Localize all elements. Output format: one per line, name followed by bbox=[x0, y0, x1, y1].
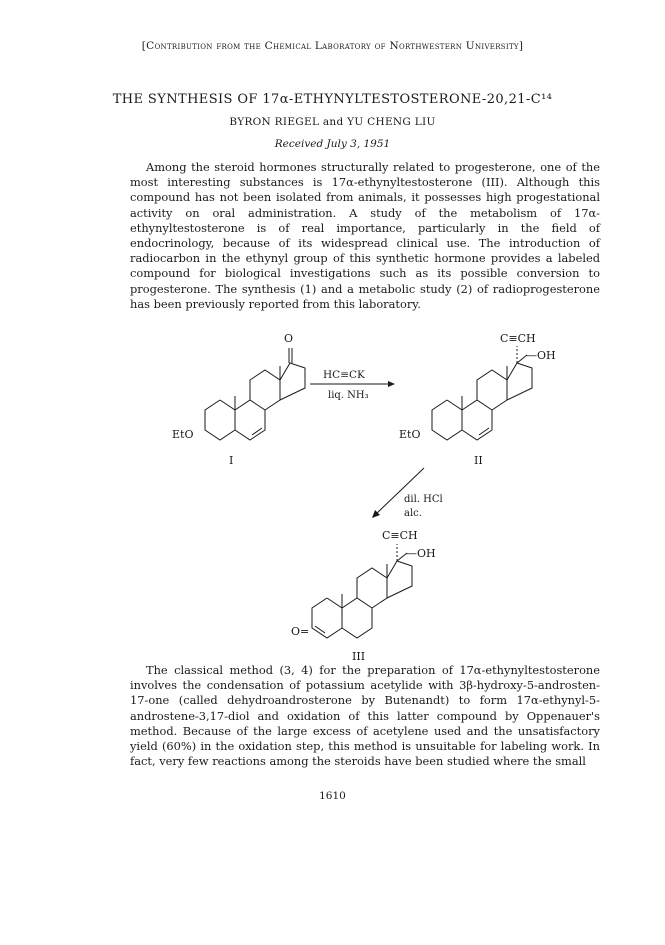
compound-III-structure bbox=[312, 544, 412, 638]
method-paragraph-text: The classical method (3, 4) for the preparation of 17α-ethynyltestosterone involves the condensation of potassium acetylide with 3β-hydroxy-5-androsten-17-one (called dehydroandrosterone by Butenandt) to form 17α-ethynyl-5-androstene-3,17-diol and oxidation of this latter compound by Oppenauer's method. Because of the large excess of acetylene used and the unsatisfactory yield (60%) in the oxidation step, this method is unsuitable for labeling work. In fact, very few reactions among the steroids have been studied where the small bbox=[130, 663, 600, 769]
compound-III-label: III bbox=[352, 650, 366, 663]
step2-reagent: dil. HCl bbox=[404, 494, 443, 505]
step2-conditions: alc. bbox=[404, 508, 422, 519]
compound-II-label: II bbox=[474, 454, 483, 467]
intro-paragraph bbox=[130, 160, 600, 312]
compound-I-label: I bbox=[229, 454, 234, 467]
step1-conditions: liq. NH₃ bbox=[328, 390, 369, 401]
method-paragraph bbox=[130, 663, 600, 769]
intro-paragraph-text: Among the steroid hormones structurally related to progesterone, one of the most interesting substances is 17α-ethynyltestosterone (III). Although this compound has not been isolated from animals, it possesses high progestational activity on oral administration. A study of the metabolism of 17α-ethynyltestosterone is of real importance, particularly in the field of endocrinology, because of its widespread clinical use. The introduction of radiocarbon in the ethynyl group of this synthetic hormone provides a labeled compound for biological investigations such as its possible conversion to progesterone. The synthesis (1) and a metabolic study (2) of radioprogesterone has been previously reported from this laboratory. bbox=[130, 160, 600, 311]
compound-III-keto: O= bbox=[291, 625, 310, 638]
received-date: Received July 3, 1951 bbox=[274, 138, 391, 150]
compound-I-ring-a bbox=[205, 400, 235, 440]
compound-II-ethoxy: EtO bbox=[399, 428, 421, 441]
compound-I-ring-b bbox=[235, 400, 265, 440]
compound-II-ethynyl: C≡CH bbox=[500, 332, 536, 345]
compound-I-structure bbox=[205, 348, 305, 440]
compound-III-hydroxyl: —OH bbox=[406, 547, 436, 560]
compound-I-ring-d bbox=[280, 363, 305, 400]
reaction-scheme bbox=[0, 318, 665, 663]
compound-I-ring-c bbox=[250, 370, 280, 410]
step1-reagent: HC≡CK bbox=[323, 369, 365, 381]
compound-I-double-bond bbox=[252, 428, 262, 435]
reaction-arrow-1-head bbox=[388, 381, 395, 387]
compound-I-ethoxy: EtO bbox=[172, 428, 194, 441]
compound-II-hydroxyl: —OH bbox=[526, 349, 556, 362]
contribution-header: [Contribution from the Chemical Laboratory of Northwestern University] bbox=[141, 40, 524, 52]
page-number: 1610 bbox=[319, 790, 346, 802]
article-authors: BYRON RIEGEL and YU CHENG LIU bbox=[229, 116, 436, 128]
compound-II-structure bbox=[432, 346, 532, 440]
article-title: THE SYNTHESIS OF 17α-ETHYNYLTESTOSTERONE-20,21-C¹⁴ bbox=[112, 92, 553, 107]
compound-I-keto-oxygen: O bbox=[284, 332, 294, 345]
compound-III-ethynyl: C≡CH bbox=[382, 529, 418, 542]
